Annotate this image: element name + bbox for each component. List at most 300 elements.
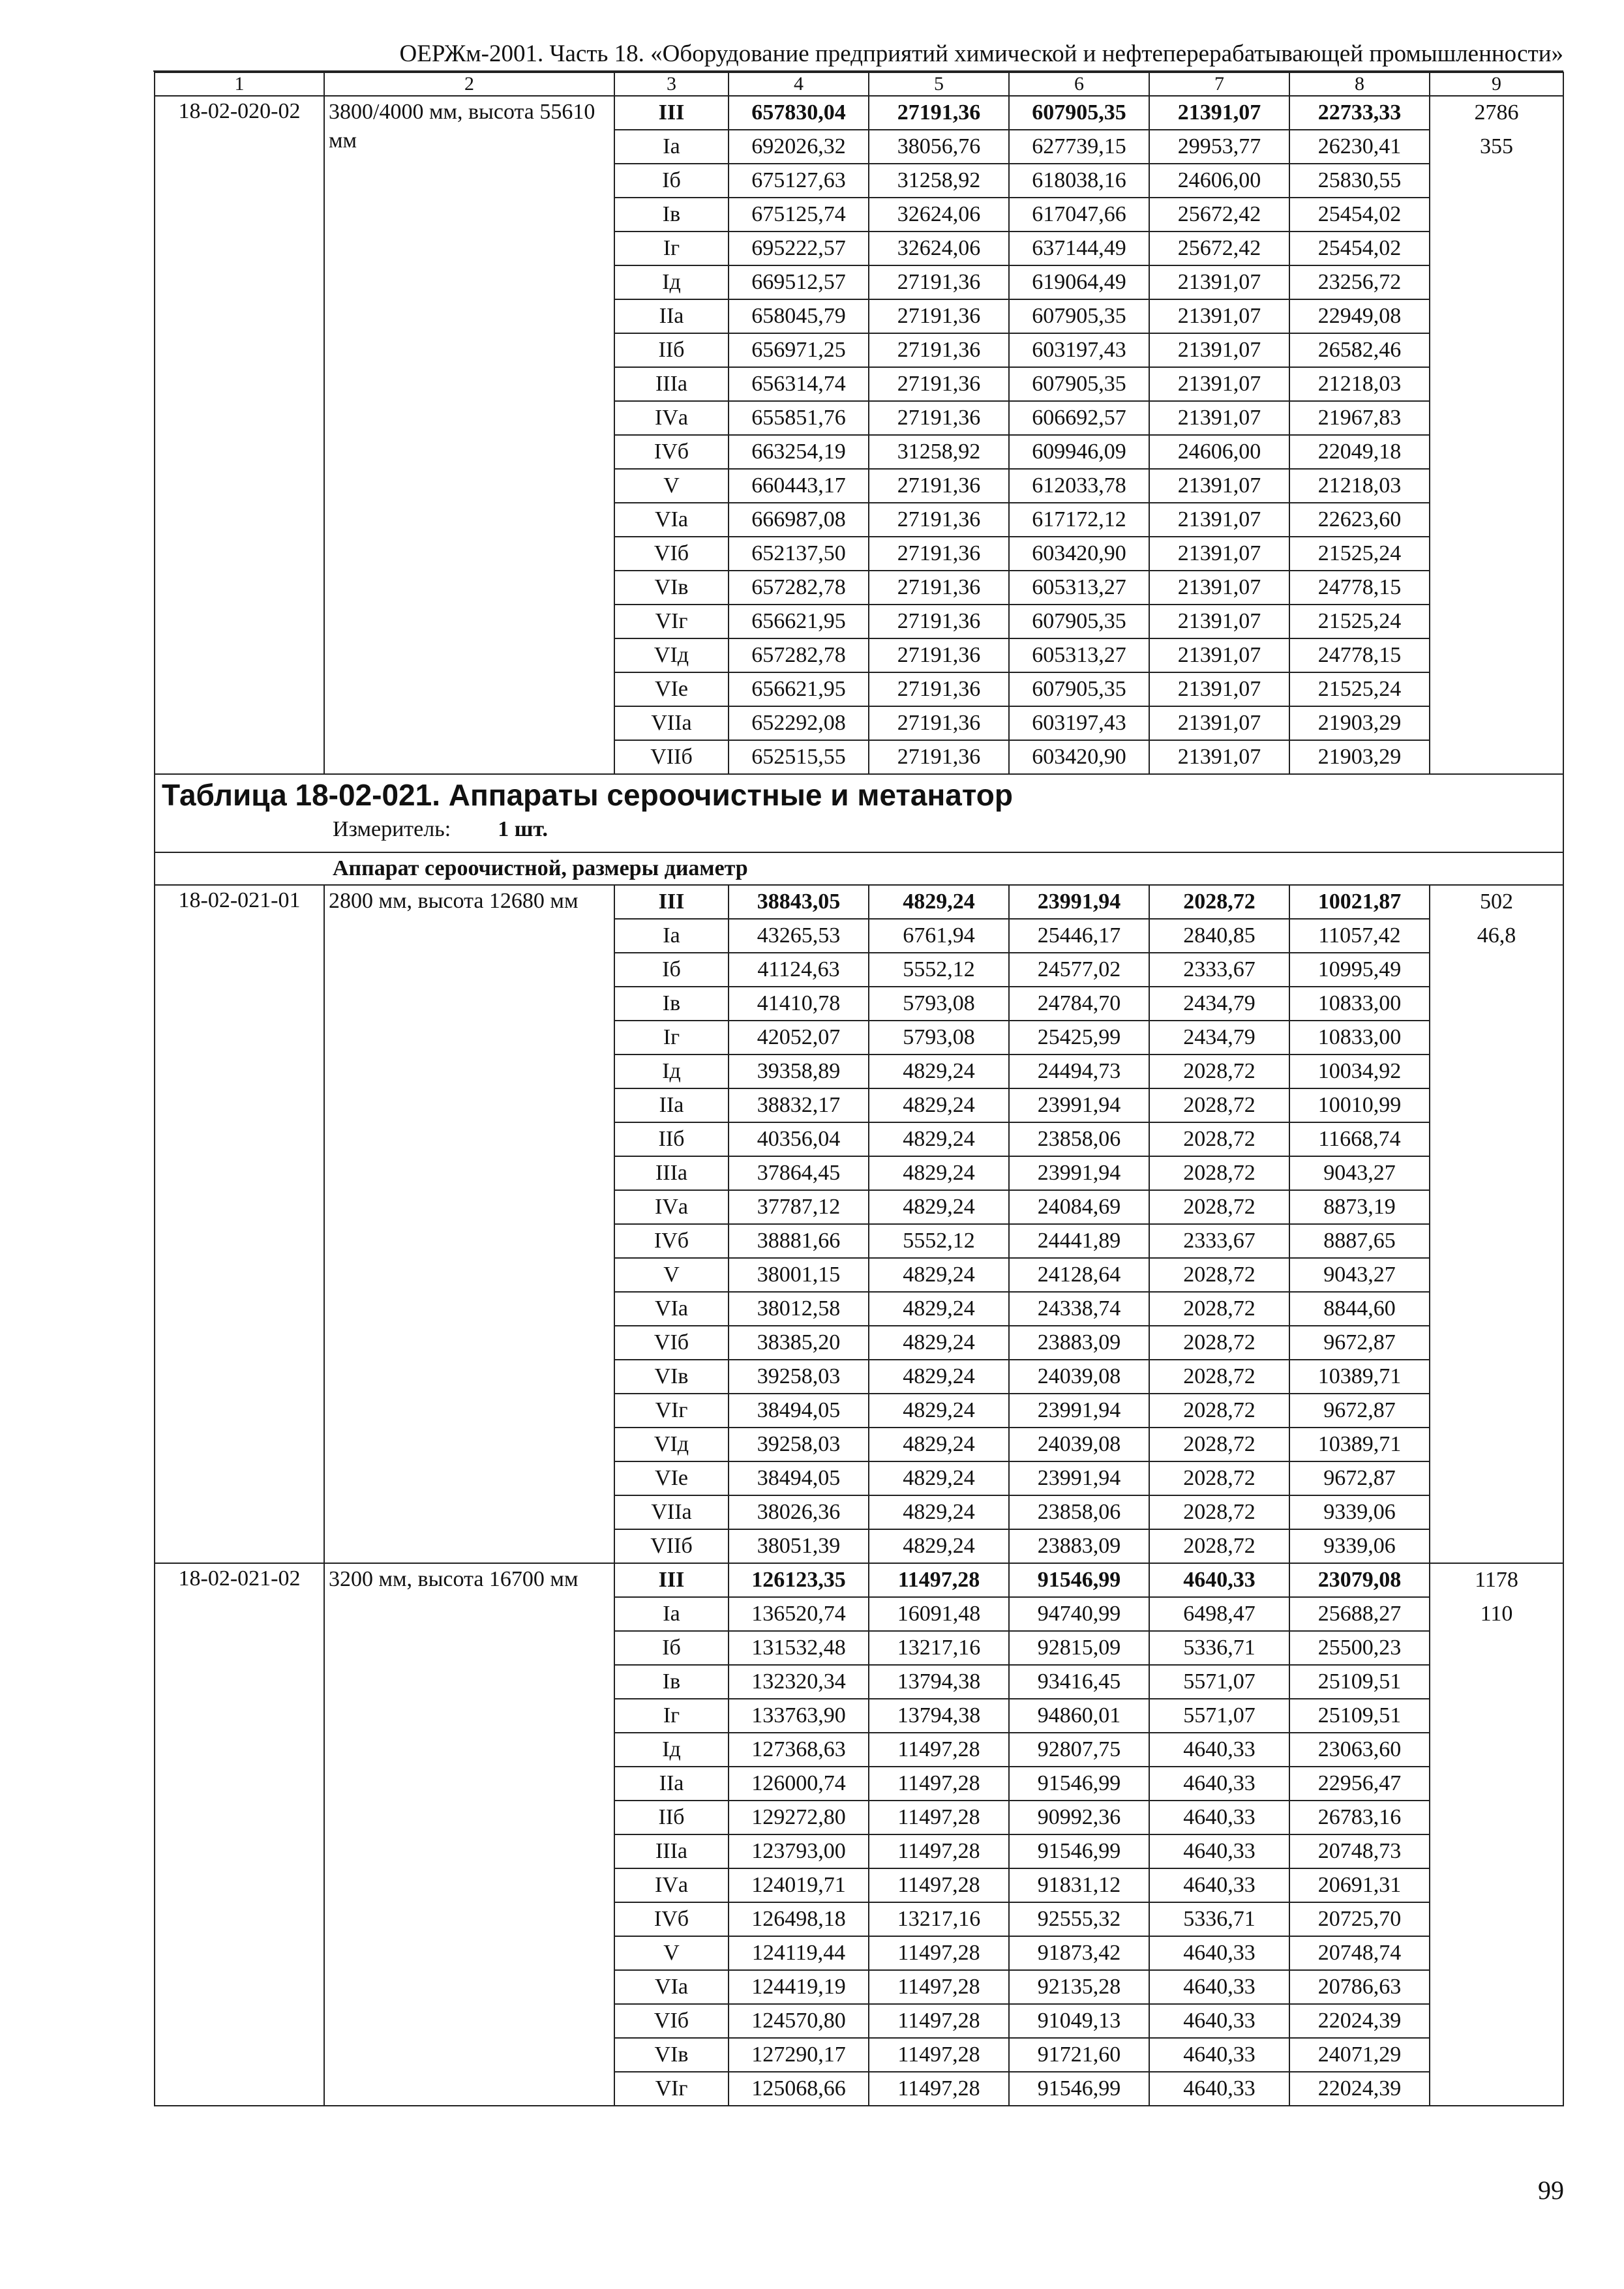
cost-value: 23063,60 <box>1289 1733 1430 1767</box>
region-class: IIIа <box>614 1834 729 1868</box>
cost-value: 5571,07 <box>1149 1665 1289 1699</box>
cost-value: 4829,24 <box>869 1529 1009 1563</box>
cost-value: 38051,39 <box>729 1529 869 1563</box>
region-class: IIа <box>614 299 729 333</box>
region-class: V <box>614 469 729 503</box>
region-class: Iб <box>614 1631 729 1665</box>
cost-value: 27191,36 <box>869 706 1009 740</box>
cost-value: 124019,71 <box>729 1868 869 1902</box>
cost-value: 20786,63 <box>1289 1970 1430 2004</box>
cost-value: 24128,64 <box>1009 1258 1149 1292</box>
cost-value: 27191,36 <box>869 469 1009 503</box>
cost-value: 27191,36 <box>869 401 1009 435</box>
cost-value: 619064,49 <box>1009 265 1149 299</box>
cost-value: 24039,08 <box>1009 1428 1149 1461</box>
cost-value: 663254,19 <box>729 435 869 469</box>
cost-value: 27191,36 <box>869 96 1009 130</box>
cost-value: 10389,71 <box>1289 1360 1430 1394</box>
cost-value: 124419,19 <box>729 1970 869 2004</box>
cost-value: 5793,08 <box>869 1021 1009 1055</box>
region-class: VIд <box>614 638 729 672</box>
cost-value: 4640,33 <box>1149 1733 1289 1767</box>
region-class: VIв <box>614 571 729 605</box>
cost-value: 25454,02 <box>1289 232 1430 265</box>
cost-value: 38494,05 <box>729 1394 869 1428</box>
cost-value: 2028,72 <box>1149 1495 1289 1529</box>
column-number: 3 <box>614 72 729 96</box>
column-number: 5 <box>869 72 1009 96</box>
cost-value: 4829,24 <box>869 1156 1009 1190</box>
cost-value: 11497,28 <box>869 2004 1009 2038</box>
cost-value: 21391,07 <box>1149 571 1289 605</box>
cost-value: 4640,33 <box>1149 2038 1289 2072</box>
cost-value: 23883,09 <box>1009 1326 1149 1360</box>
cost-value: 127290,17 <box>729 2038 869 2072</box>
rate-description: 2800 мм, высота 12680 мм <box>324 885 614 1563</box>
cost-value: 39358,89 <box>729 1055 869 1088</box>
cost-value: 27191,36 <box>869 333 1009 367</box>
cost-value: 21391,07 <box>1149 401 1289 435</box>
section-title: Аппарат сероочистной, размеры диаметр <box>155 852 1563 885</box>
cost-value: 20748,74 <box>1289 1936 1430 1970</box>
cost-value: 20748,73 <box>1289 1834 1430 1868</box>
cost-value: 22956,47 <box>1289 1767 1430 1801</box>
cost-value: 2028,72 <box>1149 1529 1289 1563</box>
cost-value: 11497,28 <box>869 1767 1009 1801</box>
cost-value: 657282,78 <box>729 571 869 605</box>
cost-value: 94740,99 <box>1009 1597 1149 1631</box>
region-class: IVб <box>614 1902 729 1936</box>
cost-value: 657282,78 <box>729 638 869 672</box>
cost-value: 38385,20 <box>729 1326 869 1360</box>
cost-value: 23991,94 <box>1009 885 1149 919</box>
column-number: 4 <box>729 72 869 96</box>
cost-value: 652137,50 <box>729 537 869 571</box>
cost-value: 13794,38 <box>869 1665 1009 1699</box>
region-class: VIIа <box>614 706 729 740</box>
cost-value: 21391,07 <box>1149 740 1289 774</box>
cost-value: 2028,72 <box>1149 1292 1289 1326</box>
region-class: Iг <box>614 232 729 265</box>
cost-value: 24778,15 <box>1289 571 1430 605</box>
cost-value: 13794,38 <box>869 1699 1009 1733</box>
cost-value: 9339,06 <box>1289 1529 1430 1563</box>
table-title-cell <box>155 774 1563 852</box>
cost-value: 39258,03 <box>729 1428 869 1461</box>
cost-value: 11668,74 <box>1289 1122 1430 1156</box>
cost-value: 10021,87 <box>1289 885 1430 919</box>
cost-value: 90992,36 <box>1009 1801 1149 1834</box>
cost-value: 24039,08 <box>1009 1360 1149 1394</box>
cost-value: 39258,03 <box>729 1360 869 1394</box>
region-class: Iв <box>614 987 729 1021</box>
cost-value: 2028,72 <box>1149 1190 1289 1224</box>
cost-value: 21391,07 <box>1149 503 1289 537</box>
region-class: IIIа <box>614 367 729 401</box>
region-class: VIе <box>614 1461 729 1495</box>
cost-value: 25672,42 <box>1149 232 1289 265</box>
cost-value: 658045,79 <box>729 299 869 333</box>
cost-value: 21391,07 <box>1149 605 1289 638</box>
cost-value: 91546,99 <box>1009 1834 1149 1868</box>
rate-description: 3200 мм, высота 16700 мм <box>324 1563 614 2106</box>
unit-value: 1 шт. <box>498 817 549 841</box>
cost-value: 11497,28 <box>869 1834 1009 1868</box>
region-class: Iа <box>614 130 729 164</box>
mass-value: 355 <box>1480 134 1513 158</box>
table-title-row <box>155 774 1563 852</box>
cost-value: 5336,71 <box>1149 1631 1289 1665</box>
cost-value: 43265,53 <box>729 919 869 953</box>
cost-value: 27191,36 <box>869 638 1009 672</box>
cost-value: 124119,44 <box>729 1936 869 1970</box>
cost-value: 21391,07 <box>1149 367 1289 401</box>
cost-value: 24338,74 <box>1009 1292 1149 1326</box>
region-class: VIа <box>614 1970 729 2004</box>
cost-value: 91873,42 <box>1009 1936 1149 1970</box>
cost-value: 627739,15 <box>1009 130 1149 164</box>
cost-value: 9043,27 <box>1289 1156 1430 1190</box>
cost-value: 4829,24 <box>869 1428 1009 1461</box>
cost-value: 607905,35 <box>1009 96 1149 130</box>
cost-value: 11497,28 <box>869 1936 1009 1970</box>
cost-value: 27191,36 <box>869 605 1009 638</box>
cost-value: 21391,07 <box>1149 333 1289 367</box>
table-row <box>155 1563 1563 1597</box>
cost-value: 38832,17 <box>729 1088 869 1122</box>
cost-value: 11497,28 <box>869 1563 1009 1597</box>
region-class: Iб <box>614 953 729 987</box>
cost-value: 21391,07 <box>1149 299 1289 333</box>
cost-value: 10833,00 <box>1289 987 1430 1021</box>
cost-value: 23883,09 <box>1009 1529 1149 1563</box>
cost-value: 123793,00 <box>729 1834 869 1868</box>
region-class: Iб <box>614 164 729 198</box>
cost-value: 92555,32 <box>1009 1902 1149 1936</box>
region-class: IIб <box>614 333 729 367</box>
cost-value: 2028,72 <box>1149 1360 1289 1394</box>
cost-value: 617047,66 <box>1009 198 1149 232</box>
cost-value: 94860,01 <box>1009 1699 1149 1733</box>
cost-value: 38001,15 <box>729 1258 869 1292</box>
mass-value: 46,8 <box>1477 923 1516 948</box>
cost-value: 4640,33 <box>1149 1868 1289 1902</box>
region-class: VIг <box>614 605 729 638</box>
cost-value: 21391,07 <box>1149 469 1289 503</box>
cost-value: 669512,57 <box>729 265 869 299</box>
cost-value: 11497,28 <box>869 2072 1009 2106</box>
column-number: 6 <box>1009 72 1149 96</box>
cost-value: 91831,12 <box>1009 1868 1149 1902</box>
region-class: VIв <box>614 1360 729 1394</box>
region-class: Iд <box>614 1055 729 1088</box>
region-class: VIг <box>614 1394 729 1428</box>
cost-value: 25109,51 <box>1289 1665 1430 1699</box>
cost-value: 23858,06 <box>1009 1495 1149 1529</box>
cost-value: 9672,87 <box>1289 1461 1430 1495</box>
cost-value: 2333,67 <box>1149 953 1289 987</box>
cost-value: 20691,31 <box>1289 1868 1430 1902</box>
cost-value: 6761,94 <box>869 919 1009 953</box>
cost-value: 21391,07 <box>1149 672 1289 706</box>
labor-value: 2786 <box>1474 100 1519 125</box>
cost-value: 4829,24 <box>869 885 1009 919</box>
cost-value: 603420,90 <box>1009 537 1149 571</box>
cost-value: 692026,32 <box>729 130 869 164</box>
cost-value: 91546,99 <box>1009 1563 1149 1597</box>
cost-value: 27191,36 <box>869 571 1009 605</box>
cost-value: 2333,67 <box>1149 1224 1289 1258</box>
cost-value: 4640,33 <box>1149 1563 1289 1597</box>
cost-value: 136520,74 <box>729 1597 869 1631</box>
cost-value: 637144,49 <box>1009 232 1149 265</box>
cost-value: 24494,73 <box>1009 1055 1149 1088</box>
cost-value: 6498,47 <box>1149 1597 1289 1631</box>
region-class: VIIб <box>614 740 729 774</box>
cost-value: 21218,03 <box>1289 469 1430 503</box>
cost-value: 23991,94 <box>1009 1461 1149 1495</box>
cost-value: 21391,07 <box>1149 706 1289 740</box>
cost-value: 92135,28 <box>1009 1970 1149 2004</box>
cost-value: 11057,42 <box>1289 919 1430 953</box>
cost-value: 21525,24 <box>1289 672 1430 706</box>
region-class: IVа <box>614 1190 729 1224</box>
table-row <box>155 96 1563 130</box>
cost-value: 127368,63 <box>729 1733 869 1767</box>
cost-value: 23991,94 <box>1009 1088 1149 1122</box>
cost-value: 4829,24 <box>869 1088 1009 1122</box>
cost-value: 21391,07 <box>1149 537 1289 571</box>
cost-value: 32624,06 <box>869 232 1009 265</box>
cost-value: 22949,08 <box>1289 299 1430 333</box>
column-number: 2 <box>324 72 614 96</box>
cost-value: 2028,72 <box>1149 1326 1289 1360</box>
cost-value: 21903,29 <box>1289 740 1430 774</box>
cost-value: 10995,49 <box>1289 953 1430 987</box>
column-number: 7 <box>1149 72 1289 96</box>
cost-value: 2028,72 <box>1149 1461 1289 1495</box>
cost-value: 656971,25 <box>729 333 869 367</box>
cost-value: 27191,36 <box>869 503 1009 537</box>
cost-value: 2028,72 <box>1149 885 1289 919</box>
cost-value: 129272,80 <box>729 1801 869 1834</box>
region-class: VIг <box>614 2072 729 2106</box>
region-class: Iа <box>614 919 729 953</box>
cost-value: 695222,57 <box>729 232 869 265</box>
cost-value: 38012,58 <box>729 1292 869 1326</box>
rate-code: 18-02-021-02 <box>155 1563 324 2106</box>
cost-value: 603420,90 <box>1009 740 1149 774</box>
cost-value: 603197,43 <box>1009 333 1149 367</box>
cost-value: 4640,33 <box>1149 2004 1289 2038</box>
cost-value: 22024,39 <box>1289 2072 1430 2106</box>
section-row <box>155 852 1563 885</box>
cost-value: 25672,42 <box>1149 198 1289 232</box>
region-class: VIIб <box>614 1529 729 1563</box>
cost-value: 2028,72 <box>1149 1055 1289 1088</box>
region-class: IIб <box>614 1122 729 1156</box>
unit-label: Измеритель: <box>333 817 451 841</box>
region-class: IVб <box>614 435 729 469</box>
cost-value: 91049,13 <box>1009 2004 1149 2038</box>
cost-value: 666987,08 <box>729 503 869 537</box>
region-class: IVа <box>614 1868 729 1902</box>
cost-value: 91721,60 <box>1009 2038 1149 2072</box>
cost-value: 27191,36 <box>869 672 1009 706</box>
table-row <box>155 885 1563 919</box>
region-class: IIа <box>614 1088 729 1122</box>
rate-description: 3800/4000 мм, высота 55610 мм <box>324 96 614 774</box>
cost-value: 24577,02 <box>1009 953 1149 987</box>
cost-value: 25454,02 <box>1289 198 1430 232</box>
running-header: ОЕРЖм-2001. Часть 18. «Оборудование предприятий химической и нефтеперерабатывающей промышленности» <box>153 38 1563 72</box>
cost-value: 4829,24 <box>869 1258 1009 1292</box>
cost-value: 21218,03 <box>1289 367 1430 401</box>
cost-value: 675125,74 <box>729 198 869 232</box>
cost-value: 8873,19 <box>1289 1190 1430 1224</box>
cost-value: 133763,90 <box>729 1699 869 1733</box>
region-class: IIIа <box>614 1156 729 1190</box>
region-class: Iа <box>614 1597 729 1631</box>
column-number-row <box>155 72 1563 96</box>
unit-line <box>162 816 1556 843</box>
labor-cell <box>1430 1563 1563 2106</box>
cost-value: 37864,45 <box>729 1156 869 1190</box>
region-class: VIб <box>614 537 729 571</box>
region-class: VIе <box>614 672 729 706</box>
cost-value: 10833,00 <box>1289 1021 1430 1055</box>
cost-value: 21391,07 <box>1149 265 1289 299</box>
cost-value: 126498,18 <box>729 1902 869 1936</box>
cost-value: 605313,27 <box>1009 638 1149 672</box>
cost-value: 11497,28 <box>869 2038 1009 2072</box>
cost-value: 4829,24 <box>869 1292 1009 1326</box>
cost-value: 21903,29 <box>1289 706 1430 740</box>
cost-value: 24441,89 <box>1009 1224 1149 1258</box>
cost-value: 125068,66 <box>729 2072 869 2106</box>
cost-value: 31258,92 <box>869 435 1009 469</box>
cost-value: 25688,27 <box>1289 1597 1430 1631</box>
cost-value: 38056,76 <box>869 130 1009 164</box>
cost-value: 23858,06 <box>1009 1122 1149 1156</box>
cost-value: 29953,77 <box>1149 130 1289 164</box>
cost-value: 132320,34 <box>729 1665 869 1699</box>
region-class: III <box>614 885 729 919</box>
cost-value: 13217,16 <box>869 1902 1009 1936</box>
table-title: Таблица 18-02-021. Аппараты сероочистные и метанатор <box>162 778 1013 812</box>
cost-value: 652515,55 <box>729 740 869 774</box>
cost-value: 22024,39 <box>1289 2004 1430 2038</box>
cost-value: 27191,36 <box>869 537 1009 571</box>
cost-value: 21391,07 <box>1149 638 1289 672</box>
cost-value: 25446,17 <box>1009 919 1149 953</box>
cost-value: 605313,27 <box>1009 571 1149 605</box>
cost-value: 660443,17 <box>729 469 869 503</box>
cost-value: 32624,06 <box>869 198 1009 232</box>
region-class: VIIа <box>614 1495 729 1529</box>
region-class: VIб <box>614 2004 729 2038</box>
cost-value: 41410,78 <box>729 987 869 1021</box>
cost-value: 38843,05 <box>729 885 869 919</box>
cost-value: 2028,72 <box>1149 1428 1289 1461</box>
cost-value: 4640,33 <box>1149 1970 1289 2004</box>
column-number: 1 <box>155 72 324 96</box>
cost-value: 25830,55 <box>1289 164 1430 198</box>
region-class: III <box>614 96 729 130</box>
cost-value: 24784,70 <box>1009 987 1149 1021</box>
cost-value: 11497,28 <box>869 1868 1009 1902</box>
labor-value: 502 <box>1480 890 1513 914</box>
cost-value: 656314,74 <box>729 367 869 401</box>
cost-value: 38026,36 <box>729 1495 869 1529</box>
cost-value: 22733,33 <box>1289 96 1430 130</box>
cost-value: 131532,48 <box>729 1631 869 1665</box>
cost-value: 24084,69 <box>1009 1190 1149 1224</box>
cost-value: 37787,12 <box>729 1190 869 1224</box>
cost-value: 4829,24 <box>869 1055 1009 1088</box>
cost-value: 4640,33 <box>1149 1767 1289 1801</box>
cost-value: 2434,79 <box>1149 1021 1289 1055</box>
cost-value: 609946,09 <box>1009 435 1149 469</box>
cost-value: 23991,94 <box>1009 1156 1149 1190</box>
cost-value: 655851,76 <box>729 401 869 435</box>
cost-value: 23991,94 <box>1009 1394 1149 1428</box>
region-class: IIа <box>614 1767 729 1801</box>
cost-value: 10010,99 <box>1289 1088 1430 1122</box>
cost-value: 24606,00 <box>1149 164 1289 198</box>
region-class: VIб <box>614 1326 729 1360</box>
region-class: V <box>614 1258 729 1292</box>
region-class: Iг <box>614 1699 729 1733</box>
region-class: Iд <box>614 265 729 299</box>
cost-value: 11497,28 <box>869 1733 1009 1767</box>
cost-value: 4640,33 <box>1149 2072 1289 2106</box>
cost-value: 23079,08 <box>1289 1563 1430 1597</box>
region-class: IIб <box>614 1801 729 1834</box>
cost-value: 5571,07 <box>1149 1699 1289 1733</box>
cost-value: 42052,07 <box>729 1021 869 1055</box>
cost-value: 9672,87 <box>1289 1394 1430 1428</box>
cost-value: 25425,99 <box>1009 1021 1149 1055</box>
cost-value: 9043,27 <box>1289 1258 1430 1292</box>
region-class: VIв <box>614 2038 729 2072</box>
cost-value: 31258,92 <box>869 164 1009 198</box>
cost-value: 91546,99 <box>1009 1767 1149 1801</box>
labor-value: 1178 <box>1475 1568 1518 1592</box>
cost-value: 603197,43 <box>1009 706 1149 740</box>
cost-value: 8887,65 <box>1289 1224 1430 1258</box>
cost-value: 2028,72 <box>1149 1258 1289 1292</box>
cost-value: 91546,99 <box>1009 2072 1149 2106</box>
cost-value: 607905,35 <box>1009 367 1149 401</box>
cost-value: 2434,79 <box>1149 987 1289 1021</box>
cost-value: 4829,24 <box>869 1495 1009 1529</box>
cost-value: 617172,12 <box>1009 503 1149 537</box>
region-class: V <box>614 1936 729 1970</box>
cost-value: 4640,33 <box>1149 1834 1289 1868</box>
cost-value: 4829,24 <box>869 1394 1009 1428</box>
cost-value: 4829,24 <box>869 1326 1009 1360</box>
cost-value: 4829,24 <box>869 1190 1009 1224</box>
cost-value: 24071,29 <box>1289 2038 1430 2072</box>
cost-value: 9672,87 <box>1289 1326 1430 1360</box>
column-number: 8 <box>1289 72 1430 96</box>
cost-value: 5336,71 <box>1149 1902 1289 1936</box>
region-class: Iд <box>614 1733 729 1767</box>
cost-value: 607905,35 <box>1009 672 1149 706</box>
rates-table <box>154 72 1564 2106</box>
cost-value: 92807,75 <box>1009 1733 1149 1767</box>
